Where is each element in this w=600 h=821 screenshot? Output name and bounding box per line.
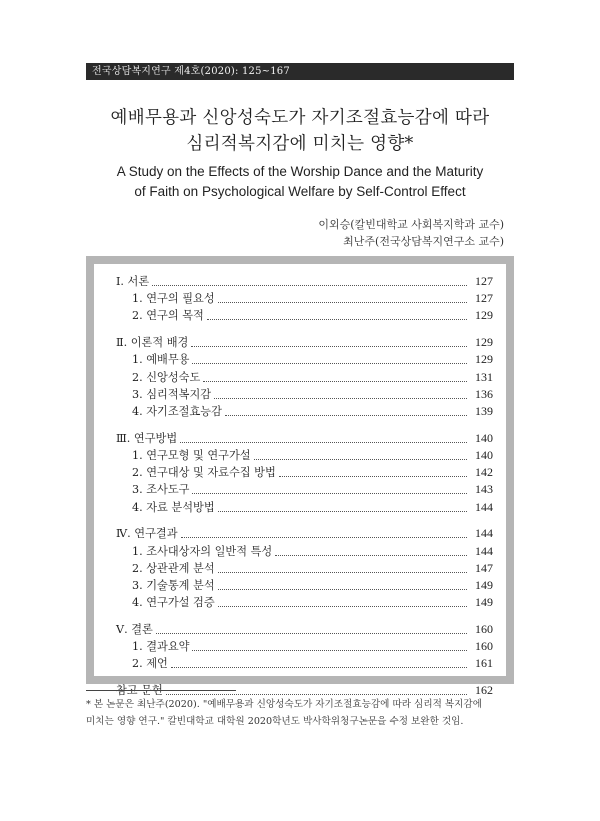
toc-leader-dots bbox=[275, 554, 467, 556]
toc-entry-label: 1. 연구모형 및 연구가설 bbox=[132, 449, 251, 462]
toc-entry-label: 참고 문헌 bbox=[116, 684, 163, 698]
toc-entry-label: Ⅲ. 연구방법 bbox=[116, 431, 178, 445]
toc-entry-page: 144 bbox=[475, 526, 493, 541]
toc-chapter-entry bbox=[94, 334, 506, 350]
title-korean-line-2: 심리적복지감에 미치는 영향* bbox=[186, 134, 414, 154]
toc-entry-label: 2. 제언 bbox=[132, 657, 168, 671]
toc-section-entry bbox=[94, 594, 506, 610]
toc-entry-label: 2. 상관관계 분석 bbox=[132, 561, 215, 575]
toc-entry-label: 1. 조사대상자의 일반적 특성 bbox=[132, 544, 273, 558]
toc-leader-dots bbox=[203, 380, 467, 382]
toc-entry-label: 2. 연구대상 및 자료수집 방법 bbox=[132, 466, 276, 480]
toc-entry-label: 1. 결과요약 bbox=[132, 640, 190, 654]
toc-entry-page: 142 bbox=[475, 465, 493, 480]
toc-entry-page: 129 bbox=[475, 335, 493, 350]
toc-section-entry bbox=[94, 351, 506, 367]
author-1: 이외승(칼빈대학교 사회복지학과 교수) bbox=[318, 218, 504, 231]
toc-entry-page: 161 bbox=[475, 656, 493, 671]
toc-entry-page: 160 bbox=[475, 639, 493, 654]
toc-entry-page: 136 bbox=[475, 386, 493, 401]
journal-header: 전국상담복지연구 제4호(2020): 125~167 bbox=[86, 63, 514, 80]
toc-section-entry bbox=[94, 481, 506, 497]
footnote-line-2: 미치는 영향 연구." 칼빈대학교 대학원 2020학년도 박사학위청구논문을 수정 보완한 것임. bbox=[86, 716, 464, 727]
toc-entry-page: 143 bbox=[475, 482, 493, 497]
table-of-contents bbox=[86, 256, 514, 698]
toc-leader-dots bbox=[218, 588, 467, 590]
toc-entry-label: Ⅱ. 이론적 배경 bbox=[116, 336, 189, 350]
toc-section-entry bbox=[94, 655, 506, 671]
toc-entry-page: 162 bbox=[475, 683, 493, 698]
toc-entry-page: 147 bbox=[475, 560, 493, 575]
toc-entry-page: 140 bbox=[475, 430, 493, 445]
toc-entry-label: 3. 기술통계 분석 bbox=[132, 579, 215, 592]
toc-leader-dots bbox=[181, 536, 467, 538]
footnote-divider bbox=[86, 690, 236, 691]
author-2: 최난주(전국상담복지연구소 교수) bbox=[343, 235, 504, 248]
toc-section-entry bbox=[94, 560, 506, 576]
toc-entry-label: 4. 연구가설 검증 bbox=[132, 596, 215, 610]
toc-entry-label: 4. 자기조절효능감 bbox=[132, 405, 222, 418]
toc-leader-dots bbox=[152, 284, 467, 286]
toc-entry-page: 149 bbox=[475, 578, 493, 592]
toc-entry-page: 144 bbox=[475, 499, 493, 514]
footnote-line-1: * 본 논문은 최난주(2020). "예배무용과 신앙성숙도가 자기조절효능감에 따라 심리적 복지감에 bbox=[86, 699, 482, 710]
title-english-line-1: A Study on the Effects of the Worship Dance and the Maturity bbox=[116, 164, 484, 179]
toc-entry-label: 3. 심리적복지감 bbox=[132, 387, 212, 401]
toc-entry-label: 2. 신앙성숙도 bbox=[132, 370, 201, 384]
toc-leader-dots bbox=[207, 318, 467, 320]
toc-entry-page: 127 bbox=[475, 291, 493, 306]
toc-leader-dots bbox=[156, 632, 467, 634]
toc-chapter-entry bbox=[94, 621, 506, 637]
toc-leader-dots bbox=[218, 605, 467, 607]
toc-section-entry bbox=[94, 447, 506, 463]
toc-entry-page: 144 bbox=[475, 543, 493, 558]
title-english-line-2: of Faith on Psychological Welfare by Self-Control Effect bbox=[134, 184, 466, 199]
toc-section-entry bbox=[94, 543, 506, 559]
toc-leader-dots bbox=[254, 458, 467, 460]
toc-leader-dots bbox=[192, 492, 467, 494]
toc-leader-dots bbox=[218, 510, 467, 512]
toc-section-entry bbox=[94, 403, 506, 419]
toc-section-entry bbox=[94, 577, 506, 593]
toc-section-entry bbox=[94, 464, 506, 480]
toc-section-entry bbox=[94, 290, 506, 306]
toc-entry-label: 1. 연구의 필요성 bbox=[132, 292, 215, 306]
toc-leader-dots bbox=[180, 441, 467, 443]
toc-leader-dots bbox=[192, 649, 467, 651]
toc-entry-label: 2. 연구의 목적 bbox=[132, 309, 204, 323]
toc-entry-label: Ⅴ. 결론 bbox=[116, 623, 153, 636]
toc-chapter-entry bbox=[94, 430, 506, 446]
toc-entry-label: Ⅰ. 서론 bbox=[116, 275, 150, 288]
toc-body bbox=[94, 264, 506, 698]
title-korean-line-1: 예배무용과 신앙성숙도가 자기조절효능감에 따라 bbox=[110, 108, 490, 128]
toc-leader-dots bbox=[166, 693, 467, 695]
toc-entry-label: 3. 조사도구 bbox=[132, 483, 190, 497]
toc-section-entry bbox=[94, 386, 506, 402]
toc-entry-page: 139 bbox=[475, 404, 493, 418]
toc-leader-dots bbox=[279, 475, 467, 477]
toc-entry-page: 131 bbox=[475, 369, 493, 384]
toc-entry-label: 1. 예배무용 bbox=[132, 353, 190, 367]
toc-leader-dots bbox=[214, 397, 467, 399]
toc-section-entry bbox=[94, 369, 506, 385]
toc-entry-page: 140 bbox=[475, 448, 493, 462]
toc-chapter-entry bbox=[94, 525, 506, 541]
toc-entry-page: 127 bbox=[475, 274, 493, 288]
toc-leader-dots bbox=[171, 666, 467, 668]
toc-entry-label: 4. 자료 분석방법 bbox=[132, 500, 215, 514]
toc-chapter-entry bbox=[94, 273, 506, 289]
toc-leader-dots bbox=[192, 362, 467, 364]
toc-entry-label: Ⅳ. 연구결과 bbox=[116, 527, 178, 541]
toc-leader-dots bbox=[218, 571, 467, 573]
toc-section-entry bbox=[94, 307, 506, 323]
toc-entry-page: 129 bbox=[475, 308, 493, 323]
toc-entry-page: 149 bbox=[475, 595, 493, 610]
toc-leader-dots bbox=[225, 414, 467, 416]
toc-section-entry bbox=[94, 638, 506, 654]
toc-entry-page: 129 bbox=[475, 352, 493, 367]
toc-leader-dots bbox=[191, 345, 467, 347]
toc-section-entry bbox=[94, 499, 506, 515]
toc-entry-page: 160 bbox=[475, 622, 493, 636]
toc-leader-dots bbox=[218, 301, 467, 303]
